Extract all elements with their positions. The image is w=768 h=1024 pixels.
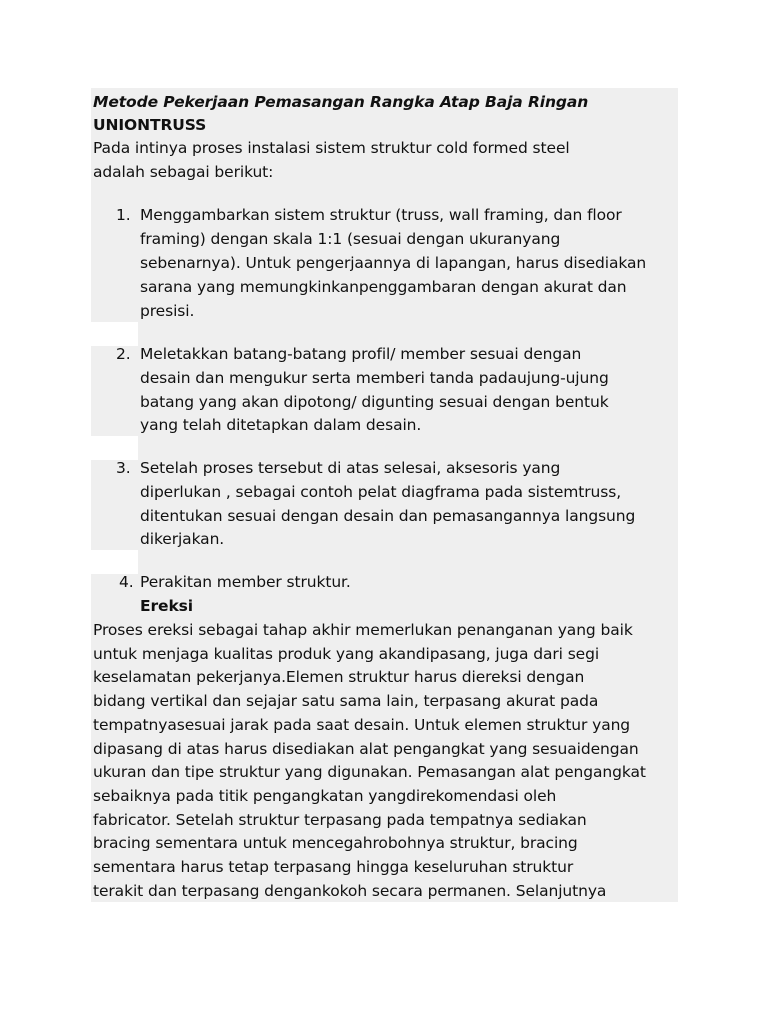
step-number: 3. <box>116 459 131 477</box>
step-line: Menggambarkan sistem struktur (truss, wall framing, dan floor <box>140 206 622 224</box>
step-line: yang telah ditetapkan dalam desain. <box>140 416 422 434</box>
intro-line: adalah sebagai berikut: <box>93 163 274 181</box>
step-line: dikerjakan. <box>140 530 225 548</box>
step-number: 1. <box>116 206 131 224</box>
step-line: framing) dengan skala 1:1 (sesuai dengan ukuranyang <box>140 230 561 248</box>
section-heading: Ereksi <box>140 597 193 615</box>
body-line: bidang vertikal dan sejajar satu sama lain, terpasang akurat pada <box>93 692 599 710</box>
step-line: Perakitan member struktur. <box>140 573 351 591</box>
step-line: sebenarnya). Untuk pengerjaannya di lapangan, harus disediakan <box>140 254 647 272</box>
body-line: dipasang di atas harus disediakan alat pengangkat yang sesuaidengan <box>93 740 639 758</box>
step-line: desain dan mengukur serta memberi tanda padaujung-ujung <box>140 369 609 387</box>
step-line: presisi. <box>140 302 195 320</box>
step-line: batang yang akan dipotong/ digunting sesuai dengan bentuk <box>140 393 609 411</box>
step-number: 2. <box>116 345 131 363</box>
body-line: sementara harus tetap terpasang hingga keseluruhan struktur <box>93 858 574 876</box>
step-line: ditentukan sesuai dengan desain dan pemasangannya langsung <box>140 507 636 525</box>
body-line: ukuran dan tipe struktur yang digunakan. Pemasangan alat pengangkat <box>93 763 646 781</box>
step-line: Setelah proses tersebut di atas selesai, aksesoris yang <box>140 459 561 477</box>
document-title: Metode Pekerjaan Pemasangan Rangka Atap Baja Ringan <box>93 93 589 111</box>
step-number: 4. <box>119 573 134 591</box>
body-line: fabricator. Setelah struktur terpasang pada tempatnya sediakan <box>93 811 587 829</box>
body-line: bracing sementara untuk mencegahrobohnya struktur, bracing <box>93 834 578 852</box>
body-line: sebaiknya pada titik pengangkatan yangdirekomendasi oleh <box>93 787 557 805</box>
step-line: sarana yang memungkinkanpenggambaran dengan akurat dan <box>140 278 627 296</box>
step-line: diperlukan , sebagai contoh pelat diagframa pada sistemtruss, <box>140 483 622 501</box>
intro-line: Pada intinya proses instalasi sistem struktur cold formed steel <box>93 139 570 157</box>
body-line: Proses ereksi sebagai tahap akhir memerlukan penanganan yang baik <box>93 621 633 639</box>
document-title-brand: UNIONTRUSS <box>93 116 207 134</box>
body-line: untuk menjaga kualitas produk yang akandipasang, juga dari segi <box>93 645 600 663</box>
body-line: tempatnyasesuai jarak pada saat desain. Untuk elemen struktur yang <box>93 716 631 734</box>
step-line: Meletakkan batang-batang profil/ member sesuai dengan <box>140 345 582 363</box>
body-line: keselamatan pekerjanya.Elemen struktur harus diereksi dengan <box>93 668 585 686</box>
body-line: terakit dan terpasang dengankokoh secara permanen. Selanjutnya <box>93 882 607 900</box>
